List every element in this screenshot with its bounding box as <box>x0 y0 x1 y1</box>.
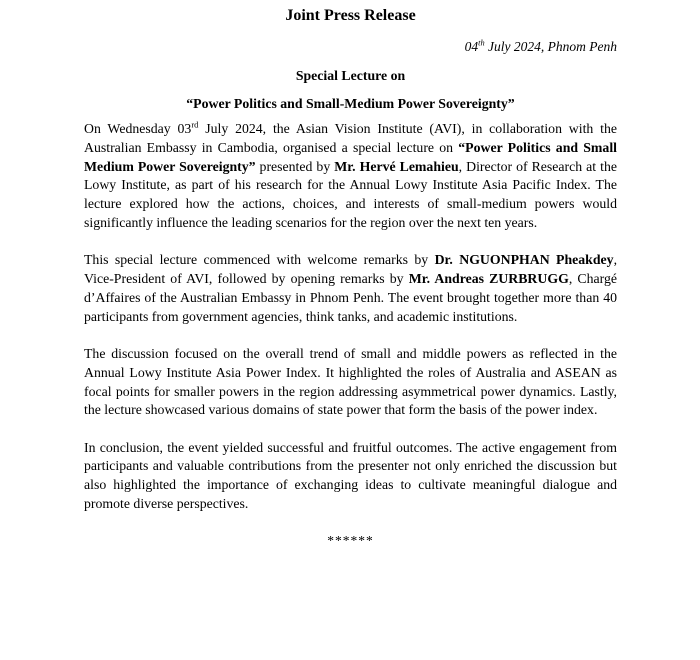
paragraph <box>84 120 617 233</box>
text-run: The discussion focused on the overall trend of small and middle powers as reflected in the Annual Lowy Institute Asia Power Index. It highlighted the roles of Australia and ASEAN as focal points for smaller powers in the region addressing asymmetrical power dynamics. Lastly, the lecture showcased various domains of state power that form the basis of the power index. <box>84 345 617 418</box>
text-run: This special lecture commenced with welcome remarks by <box>84 252 435 268</box>
paragraph <box>84 251 617 326</box>
text-run: presented by <box>255 158 335 174</box>
text-run: In conclusion, the event yielded successful and fruitful outcomes. The active engagement from participants and valuable contributions from the presenter not only enriched the discussion but also highlighted the importance of exchanging ideas to cultivate meaningful dialogue and promote diverse perspectives. <box>84 439 617 512</box>
text-run-bold: Mr. Andreas ZURBRUGG <box>408 271 569 287</box>
text-run-bold: “Power Politics and Small Medium Power Sovereignty” <box>84 139 617 174</box>
text-run: , Vice-President of AVI, followed by opening remarks by <box>84 252 618 287</box>
paragraph <box>84 439 617 514</box>
dateline <box>84 37 617 56</box>
text-run-bold: Mr. Hervé Lemahieu <box>334 158 459 174</box>
text-run: On Wednesday 03 <box>84 121 192 136</box>
lecture-title: “Power Politics and Small-Medium Power Sovereignty” <box>186 96 515 111</box>
subtitle-special-lecture: Special Lecture on <box>295 68 406 83</box>
document-title: Joint Press Release <box>285 7 416 24</box>
paragraph <box>84 345 617 420</box>
text-run: July 2024, the Asian Vision Institute (AVI), in collaboration with the Australian Embassy in Cambodia, organised a special lecture on <box>84 121 617 155</box>
dateline-rest: July 2024, Phnom Penh <box>484 39 617 54</box>
body-paragraphs <box>84 120 617 514</box>
dateline-day: 04 <box>464 39 479 54</box>
end-mark: ****** <box>327 532 374 548</box>
text-run: , Chargé d’Affaires of the Australian Embassy in Phnom Penh. The event brought together more than 40 participants from government agencies, think tanks, and academic institutions. <box>84 271 618 324</box>
dateline-ordinal: th <box>478 38 485 48</box>
text-run-superscript: rd <box>191 119 199 130</box>
text-run: , Director of Research at the Lowy Institute, as part of his research for the Annual Lowy Institute Asia Pacific Index. The lecture explored how the actions, choices, and interests of small-medium powers would significantly influence the leading scenarios for the region over the next ten years. <box>84 158 617 230</box>
text-run-bold: Dr. NGUONPHAN Pheakdey <box>434 252 614 268</box>
